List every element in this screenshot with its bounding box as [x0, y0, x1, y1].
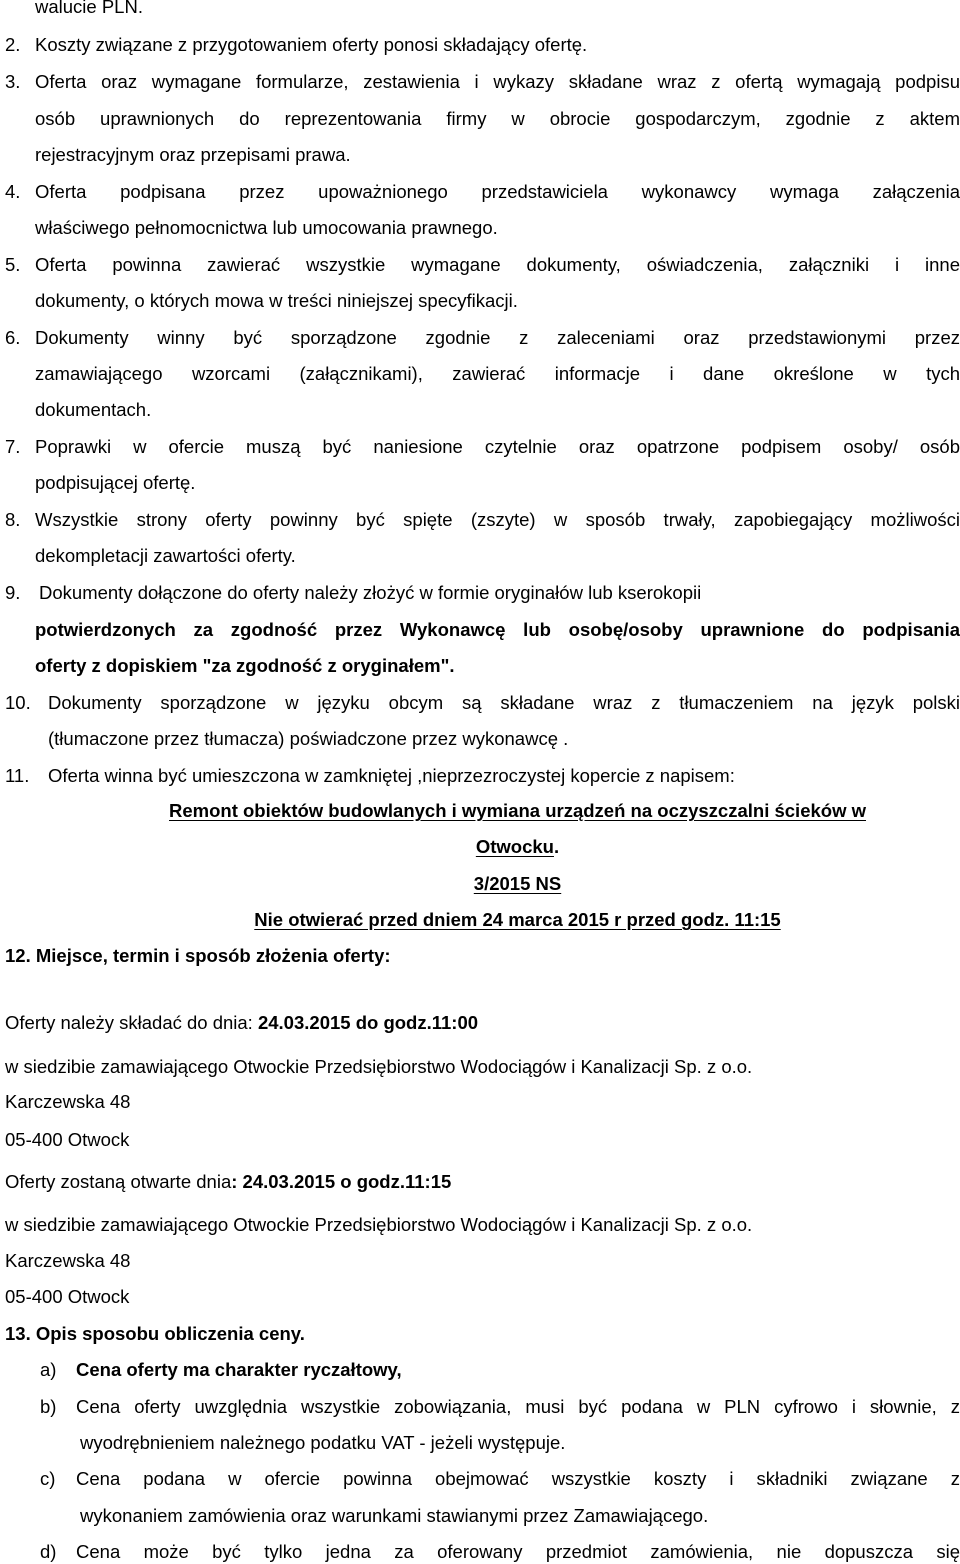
item-text: dokumenty, o których mowa w treści niniejszej specyfikacji. [35, 290, 518, 311]
place-text: w siedzibie zamawiającego Otwockie Przedsiębiorstwo Wodociągów i Kanalizacji Sp. z o.o. [5, 1214, 753, 1235]
section-heading: 12. Miejsce, termin i sposób złożenia oferty: [5, 945, 391, 966]
item-text-bold: potwierdzonych za zgodność przez Wykonawcę lub osobę/osoby uprawnione do podpisania [35, 619, 960, 640]
item-number: 3. [5, 71, 21, 92]
envelope-inscription-line [0, 800, 960, 822]
item-text: Dokumenty dołączone do oferty należy złożyć w formie oryginałów lub kserokopii [39, 582, 702, 603]
item-text: zamawiającego wzorcami (załącznikami), zawierać informacje i dane określone w tych [35, 363, 960, 384]
item-number: 10. [5, 692, 31, 713]
envelope-do-not-open-note: Nie otwierać przed dniem 24 marca 2015 r przed godz. 11:15 [254, 909, 781, 930]
list-label: d) [40, 1541, 57, 1562]
city-text: 05-400 Otwock [5, 1286, 130, 1307]
list-item-text: Cena oferty uwzględnia wszystkie zobowiązania, musi być podana w PLN cyfrowo i słownie, z [76, 1396, 960, 1417]
list-item-text: wykonaniem zamówienia oraz warunkami stawianymi przez Zamawiającego. [80, 1505, 709, 1526]
item-text: dokumentach. [35, 399, 152, 420]
street-text: Karczewska 48 [5, 1250, 131, 1271]
item-text: Koszty związane z przygotowaniem oferty ponosi składający ofertę. [35, 34, 588, 55]
deadline-line [5, 1012, 478, 1034]
item-text: Oferta powinna zawierać wszystkie wymagane dokumenty, oświadczenia, załączniki i inne [35, 254, 960, 275]
item-number: 5. [5, 254, 21, 275]
envelope-location-dot: . [553, 836, 560, 857]
place-text: w siedzibie zamawiającego Otwockie Przedsiębiorstwo Wodociągów i Kanalizacji Sp. z o.o. [5, 1056, 753, 1077]
item-text: Poprawki w ofercie muszą być naniesione czytelnie oraz opatrzone podpisem osoby/ osób [35, 436, 960, 457]
list-item-text: Cena oferty ma charakter ryczałtowy, [76, 1359, 402, 1380]
item-text-bold: oferty z dopiskiem "za zgodność z oryginałem". [35, 655, 455, 676]
list-label: b) [40, 1396, 57, 1417]
item-text: podpisującej ofertę. [35, 472, 196, 493]
deadline-value: 24.03.2015 do godz.11:00 [257, 1012, 479, 1033]
item-text: dekompletacji zawartości oferty. [35, 545, 296, 566]
envelope-reference-number: 3/2015 NS [473, 873, 562, 894]
item-text: Oferta winna być umieszczona w zamkniętej ,nieprzezroczystej kopercie z napisem: [48, 765, 735, 786]
city-text: 05-400 Otwock [5, 1129, 130, 1150]
envelope-title: Remont obiektów budowlanych i wymiana urządzeń na oczyszczalni ścieków w [169, 800, 866, 821]
item-number: 7. [5, 436, 21, 457]
deadline-label: Oferty należy składać do dnia: [5, 1012, 258, 1033]
section-heading: 13. Opis sposobu obliczenia ceny. [5, 1323, 305, 1344]
item-number: 11. [5, 765, 30, 786]
opening-line [5, 1171, 451, 1193]
list-item-text: Cena podana w ofercie powinna obejmować wszystkie koszty i składniki związane z [76, 1468, 960, 1489]
street-text: Karczewska 48 [5, 1091, 131, 1112]
continuation-text: walucie PLN. [35, 0, 143, 17]
item-text: Wszystkie strony oferty powinny być spięte (zszyte) w sposób trwały, zapobiegający możliwości [35, 509, 960, 530]
item-text: Oferta oraz wymagane formularze, zestawienia i wykazy składane wraz z ofertą wymagają podpisu [35, 71, 960, 92]
item-text: Oferta podpisana przez upoważnionego przedstawiciela wykonawcy wymaga załączenia [35, 181, 960, 202]
list-item-text: Cena może być tylko jedna za oferowany przedmiot zamówienia, nie dopuszcza się [76, 1541, 960, 1562]
opening-value: : 24.03.2015 o godz.11:15 [231, 1171, 452, 1192]
envelope-inscription-line [0, 909, 960, 931]
item-text: Dokumenty sporządzone w języku obcym są składane wraz z tłumaczeniem na język polski [48, 692, 960, 713]
item-text: rejestracyjnym oraz przepisami prawa. [35, 144, 351, 165]
list-label: c) [40, 1468, 56, 1489]
envelope-inscription-line [0, 836, 960, 858]
item-text: Dokumenty winny być sporządzone zgodnie z zaleceniami oraz przedstawionymi przez [35, 327, 960, 348]
item-text: właściwego pełnomocnictwa lub umocowania prawnego. [35, 217, 498, 238]
list-item-text: wyodrębnieniem należnego podatku VAT - jeżeli występuje. [80, 1432, 566, 1453]
opening-label: Oferty zostaną otwarte dnia [5, 1171, 232, 1192]
envelope-inscription-line [0, 873, 960, 895]
item-number: 4. [5, 181, 21, 202]
item-number: 6. [5, 327, 21, 348]
item-text: (tłumaczone przez tłumacza) poświadczone przez wykonawcę . [48, 728, 569, 749]
item-number: 8. [5, 509, 21, 530]
item-number: 2. [5, 34, 21, 55]
list-label: a) [40, 1359, 57, 1380]
item-number: 9. [5, 582, 21, 603]
item-text: osób uprawnionych do reprezentowania firmy w obrocie gospodarczym, zgodnie z aktem [35, 108, 960, 129]
envelope-location: Otwocku [475, 836, 554, 857]
